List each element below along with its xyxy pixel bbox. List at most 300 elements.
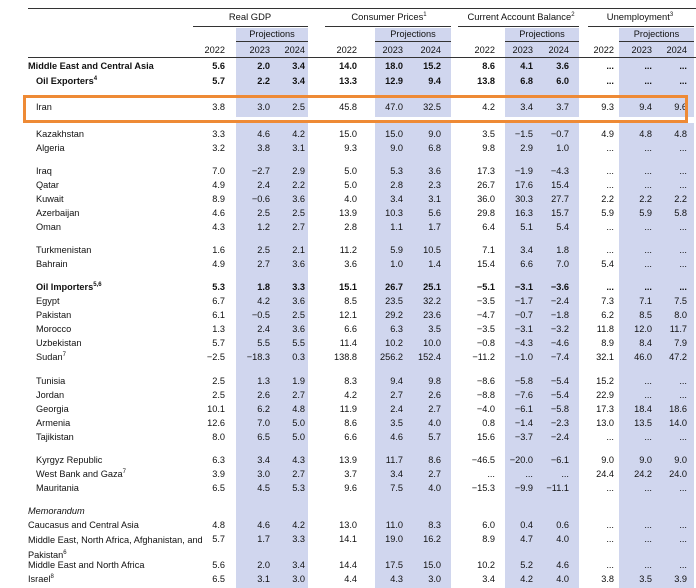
iran-highlight-box: [23, 95, 688, 123]
year-header: 2022: [593, 45, 614, 55]
table-cell: 5.3: [390, 166, 403, 176]
table-cell: 11.4: [339, 338, 357, 348]
row-label: [28, 560, 144, 570]
table-cell: 2.5: [212, 390, 225, 400]
row-label: [36, 324, 71, 334]
table-cell: 3.3: [212, 129, 225, 139]
table-cell: 2.0: [257, 560, 270, 570]
table-cell: 8.0: [212, 432, 225, 442]
table-cell: 4.4: [344, 574, 357, 584]
table-cell: 11.0: [385, 520, 403, 530]
table-cell: 9.4: [639, 102, 652, 112]
table-cell: 3.7: [556, 102, 569, 112]
table-cell: 19.0: [385, 534, 403, 544]
year-header: 2024: [420, 45, 441, 55]
table-cell: 5.4: [556, 222, 569, 232]
table-row: [0, 352, 696, 364]
row-label-text: Azerbaijan: [36, 208, 80, 218]
table-cell: 2.5: [292, 208, 305, 218]
table-cell: 12.6: [207, 418, 225, 428]
row-label-text: Qatar: [36, 180, 59, 190]
table-cell: −8.8: [476, 390, 495, 400]
table-row: [0, 390, 696, 402]
row-label: [36, 259, 68, 269]
table-cell: 4.6: [390, 432, 403, 442]
table-cell: −5.4: [550, 390, 569, 400]
table-cell: 0.6: [556, 520, 569, 530]
year-header: 2023: [512, 45, 533, 55]
table-cell: ...: [644, 534, 652, 544]
table-cell: −4.3: [550, 166, 569, 176]
table-cell: 8.0: [674, 310, 687, 320]
table-cell: ...: [644, 483, 652, 493]
table-cell: 6.6: [344, 324, 357, 334]
table-cell: ...: [606, 282, 614, 292]
table-cell: −0.5: [251, 310, 270, 320]
table-cell: 2.7: [292, 222, 305, 232]
table-cell: 5.5: [292, 338, 305, 348]
row-label-text: Memorandum: [28, 506, 85, 516]
table-cell: ...: [679, 520, 687, 530]
row-label: [36, 404, 69, 414]
table-cell: 1.8: [556, 245, 569, 255]
table-cell: 4.8: [292, 404, 305, 414]
table-cell: 4.9: [212, 180, 225, 190]
table-row: [0, 418, 696, 430]
table-cell: 2.5: [292, 310, 305, 320]
table-cell: 5.3: [212, 282, 225, 292]
table-cell: 6.7: [212, 296, 225, 306]
table-cell: −5.8: [514, 376, 533, 386]
group-header: [458, 11, 584, 22]
table-cell: 2.4: [390, 404, 403, 414]
table-cell: 45.8: [339, 102, 357, 112]
group-header: [325, 11, 453, 22]
table-cell: 9.0: [639, 455, 652, 465]
table-cell: 0.3: [292, 352, 305, 362]
group-header: [584, 11, 696, 22]
table-cell: −4.7: [476, 310, 495, 320]
table-cell: 152.4: [418, 352, 441, 362]
table-cell: 2.2: [674, 194, 687, 204]
table-cell: 3.3: [292, 282, 305, 292]
table-row: [0, 143, 696, 155]
projections-rule: [505, 41, 579, 42]
table-cell: −4.0: [476, 404, 495, 414]
row-label: [28, 574, 54, 584]
row-label-text: Sudan: [36, 352, 63, 363]
table-cell: 6.8: [428, 143, 441, 153]
year-header: 2024: [548, 45, 569, 55]
table-cell: 6.6: [344, 432, 357, 442]
row-label-text: Oman: [36, 222, 62, 232]
table-cell: ...: [525, 469, 533, 479]
row-label-text: Georgia: [36, 404, 69, 414]
table-cell: 11.7: [669, 324, 687, 334]
table-cell: 9.8: [428, 376, 441, 386]
table-cell: 2.2: [292, 180, 305, 190]
table-cell: 1.6: [212, 245, 225, 255]
table-cell: 3.1: [292, 143, 305, 153]
table-cell: 26.7: [385, 282, 403, 292]
table-row: [0, 129, 696, 141]
year-header: 2024: [666, 45, 687, 55]
table-cell: 15.2: [596, 376, 614, 386]
table-cell: 7.5: [390, 483, 403, 493]
table-cell: −46.5: [471, 455, 495, 465]
row-label: [36, 76, 97, 86]
table-cell: 7.1: [639, 296, 652, 306]
table-cell: 2.7: [390, 390, 403, 400]
year-header: 2022: [336, 45, 357, 55]
table-cell: −5.8: [550, 404, 569, 414]
table-cell: ...: [644, 259, 652, 269]
table-row: [0, 76, 696, 88]
table-cell: 4.8: [212, 520, 225, 530]
table-cell: 5.3: [292, 483, 305, 493]
table-cell: 2.5: [212, 376, 225, 386]
table-row: [0, 180, 696, 192]
table-cell: 12.9: [385, 76, 403, 86]
table-cell: 7.0: [212, 166, 225, 176]
table-cell: 13.8: [477, 76, 495, 86]
table-cell: 4.7: [520, 534, 533, 544]
table-cell: 2.3: [428, 180, 441, 190]
table-cell: 3.8: [212, 102, 225, 112]
table-cell: 4.6: [257, 520, 270, 530]
table-cell: 4.8: [674, 129, 687, 139]
table-cell: 7.3: [601, 296, 614, 306]
table-cell: ...: [679, 61, 687, 71]
table-row: [0, 222, 696, 234]
table-cell: 4.2: [292, 520, 305, 530]
group-footnote-marker: 3: [669, 11, 674, 18]
table-cell: 12.0: [634, 324, 652, 334]
row-label-text: Bahrain: [36, 259, 68, 269]
row-label: [36, 310, 71, 320]
table-cell: 5.0: [292, 432, 305, 442]
table-cell: 8.6: [344, 418, 357, 428]
table-cell: 1.4: [428, 259, 441, 269]
table-cell: 24.4: [596, 469, 614, 479]
table-row: [0, 534, 696, 560]
table-cell: 2.5: [257, 208, 270, 218]
group-footnote-marker: 1: [423, 11, 427, 18]
table-cell: −3.2: [550, 324, 569, 334]
table-cell: −3.1: [514, 324, 533, 334]
row-label: [36, 296, 60, 306]
table-cell: ...: [487, 469, 495, 479]
table-cell: 2.0: [257, 61, 270, 71]
year-header: 2022: [204, 45, 225, 55]
table-cell: ...: [606, 534, 614, 544]
table-cell: 15.4: [551, 180, 569, 190]
table-cell: 2.7: [257, 259, 270, 269]
table-cell: 2.2: [601, 194, 614, 204]
table-row: [0, 574, 696, 586]
table-cell: 5.9: [601, 208, 614, 218]
table-cell: 4.6: [257, 129, 270, 139]
table-cell: ...: [606, 222, 614, 232]
table-cell: 1.2: [257, 222, 270, 232]
group-title: Real GDP: [228, 11, 272, 22]
table-cell: 6.2: [257, 404, 270, 414]
table-cell: 32.5: [423, 102, 441, 112]
row-label-text: Oil Exporters: [36, 76, 94, 87]
table-cell: 11.2: [339, 245, 357, 255]
row-label-text: Jordan: [36, 390, 65, 400]
row-footnote-marker: 8: [50, 574, 54, 580]
table-cell: 4.2: [520, 574, 533, 584]
table-cell: 3.1: [257, 574, 270, 584]
row-label: [36, 245, 91, 255]
table-cell: ...: [644, 222, 652, 232]
table-cell: 4.2: [482, 102, 495, 112]
table-cell: 3.6: [292, 296, 305, 306]
row-label: [36, 180, 59, 190]
table-cell: 25.1: [423, 282, 441, 292]
table-cell: ...: [644, 180, 652, 190]
table-cell: 12.1: [339, 310, 357, 320]
row-footnote-marker: 6: [63, 550, 67, 556]
table-cell: 9.6: [344, 483, 357, 493]
table-cell: 46.0: [634, 352, 652, 362]
row-label-text: Armenia: [36, 418, 71, 428]
table-cell: 15.1: [339, 282, 357, 292]
table-cell: 47.0: [385, 102, 403, 112]
table-cell: ...: [679, 483, 687, 493]
table-cell: ...: [644, 432, 652, 442]
table-cell: ...: [644, 61, 652, 71]
table-cell: 4.2: [257, 296, 270, 306]
table-cell: ...: [679, 180, 687, 190]
table-cell: 8.6: [428, 455, 441, 465]
table-cell: 14.1: [339, 534, 357, 544]
table-row: [0, 404, 696, 416]
table-cell: 4.8: [639, 129, 652, 139]
table-cell: 13.0: [596, 418, 614, 428]
table-cell: ...: [679, 222, 687, 232]
table-cell: 2.7: [292, 390, 305, 400]
table-cell: 138.8: [334, 352, 357, 362]
table-cell: 2.4: [257, 180, 270, 190]
row-label-text: Kazakhstan: [36, 129, 85, 139]
table-cell: ...: [606, 143, 614, 153]
table-cell: ...: [606, 76, 614, 86]
table-cell: ...: [679, 143, 687, 153]
table-cell: 8.3: [428, 520, 441, 530]
table-cell: 6.3: [212, 455, 225, 465]
table-cell: ...: [644, 560, 652, 570]
header-bottom-rule: [28, 57, 696, 58]
row-label: [28, 61, 154, 71]
table-cell: 17.6: [515, 180, 533, 190]
table-cell: 4.0: [344, 194, 357, 204]
table-cell: 5.0: [344, 180, 357, 190]
row-label-text: Mauritania: [36, 483, 79, 493]
table-cell: 18.0: [385, 61, 403, 71]
table-cell: −1.5: [514, 129, 533, 139]
table-cell: 2.5: [257, 245, 270, 255]
group-rule: [193, 26, 308, 27]
table-cell: 13.5: [634, 418, 652, 428]
row-footnote-marker: 7: [122, 469, 126, 475]
table-cell: ...: [606, 180, 614, 190]
table-cell: 15.7: [551, 208, 569, 218]
table-cell: 3.9: [674, 574, 687, 584]
table-cell: −18.3: [246, 352, 270, 362]
table-cell: 3.6: [556, 61, 569, 71]
year-header: 2023: [249, 45, 270, 55]
table-cell: 9.3: [344, 143, 357, 153]
row-label-text: Kuwait: [36, 194, 64, 204]
table-cell: 3.5: [428, 324, 441, 334]
projections-label: Projections: [390, 29, 436, 39]
table-cell: ...: [606, 61, 614, 71]
row-label: [36, 194, 64, 204]
table-cell: −3.5: [476, 296, 495, 306]
table-cell: −3.5: [476, 324, 495, 334]
table-cell: 18.6: [669, 404, 687, 414]
year-header: 2022: [474, 45, 495, 55]
group-rule: [458, 26, 579, 27]
table-cell: 5.0: [344, 166, 357, 176]
table-cell: 1.0: [556, 143, 569, 153]
table-cell: 3.5: [482, 129, 495, 139]
table-row: [0, 166, 696, 178]
table-cell: 3.6: [292, 194, 305, 204]
table-cell: 5.1: [520, 222, 533, 232]
table-cell: 1.3: [212, 324, 225, 334]
table-cell: 3.4: [482, 574, 495, 584]
table-cell: 3.3: [292, 534, 305, 544]
table-cell: 8.9: [482, 534, 495, 544]
table-row: [0, 376, 696, 388]
table-cell: 6.2: [601, 310, 614, 320]
table-cell: 3.5: [390, 418, 403, 428]
table-cell: −2.4: [550, 296, 569, 306]
table-cell: −3.1: [514, 282, 533, 292]
table-cell: 14.0: [339, 61, 357, 71]
table-cell: 8.3: [344, 376, 357, 386]
table-cell: 1.8: [257, 282, 270, 292]
table-cell: 24.2: [634, 469, 652, 479]
table-cell: 6.4: [482, 222, 495, 232]
table-cell: 9.4: [428, 76, 441, 86]
table-cell: 11.8: [596, 324, 614, 334]
table-cell: 4.0: [428, 418, 441, 428]
table-cell: 5.6: [212, 61, 225, 71]
table-row: [0, 455, 696, 467]
table-cell: 2.1: [292, 245, 305, 255]
row-footnote-marker: 7: [62, 352, 66, 358]
table-cell: 3.7: [344, 469, 357, 479]
table-cell: 3.4: [390, 194, 403, 204]
table-cell: ...: [606, 245, 614, 255]
table-cell: −1.8: [550, 310, 569, 320]
table-cell: 2.4: [257, 324, 270, 334]
table-row: [0, 506, 696, 518]
table-cell: −7.4: [550, 352, 569, 362]
table-cell: 6.0: [482, 520, 495, 530]
table-cell: 5.4: [601, 259, 614, 269]
table-cell: 2.6: [428, 390, 441, 400]
table-cell: 2.5: [292, 102, 305, 112]
row-label-text: Tunisia: [36, 376, 66, 386]
table-cell: 29.2: [385, 310, 403, 320]
projections-rule: [236, 41, 308, 42]
projections-label: Projections: [633, 29, 680, 39]
table-row: [0, 324, 696, 336]
table-cell: −2.3: [550, 418, 569, 428]
table-cell: ...: [644, 282, 652, 292]
table-cell: 2.9: [520, 143, 533, 153]
table-cell: 5.7: [212, 534, 225, 544]
table-cell: 3.2: [212, 143, 225, 153]
table-cell: 3.9: [212, 469, 225, 479]
table-cell: 4.6: [212, 208, 225, 218]
row-label-text: Turkmenistan: [36, 245, 92, 255]
row-footnote-marker: 4: [93, 76, 98, 82]
top-rule: [28, 8, 696, 9]
table-row: [0, 483, 696, 495]
table-cell: 3.4: [520, 245, 533, 255]
table-cell: 8.4: [639, 338, 652, 348]
table-cell: 0.4: [520, 520, 533, 530]
table-cell: 3.8: [257, 143, 270, 153]
row-label: [28, 520, 139, 530]
table-cell: ...: [644, 143, 652, 153]
table-cell: 6.8: [520, 76, 533, 86]
table-cell: 9.3: [601, 102, 614, 112]
table-cell: 27.7: [551, 194, 569, 204]
row-label-text: Iran: [36, 102, 52, 112]
table-cell: 16.3: [515, 208, 533, 218]
table-cell: 2.7: [428, 469, 441, 479]
table-row: [0, 310, 696, 322]
table-cell: −6.1: [514, 404, 533, 414]
table-cell: ...: [679, 166, 687, 176]
table-cell: −0.8: [476, 338, 495, 348]
table-cell: ...: [679, 376, 687, 386]
row-label: [36, 166, 52, 176]
table-cell: 10.0: [423, 338, 441, 348]
group-rule: [588, 26, 694, 27]
table-cell: 22.9: [596, 390, 614, 400]
table-cell: ...: [644, 76, 652, 86]
row-label: [36, 376, 65, 386]
table-cell: 4.3: [292, 455, 305, 465]
table-cell: 1.1: [390, 222, 403, 232]
table-cell: 6.5: [257, 432, 270, 442]
table-cell: −2.5: [206, 352, 225, 362]
table-cell: 2.2: [257, 76, 270, 86]
row-label-text: Uzbekistan: [36, 338, 82, 348]
table-cell: 4.0: [556, 534, 569, 544]
table-cell: 13.3: [339, 76, 357, 86]
row-label: [36, 222, 61, 232]
table-cell: −3.6: [550, 282, 569, 292]
table-cell: 10.2: [385, 338, 403, 348]
table-cell: 11.7: [385, 455, 403, 465]
table-cell: 13.9: [339, 455, 357, 465]
table-cell: 3.1: [428, 194, 441, 204]
table-row: [0, 432, 696, 444]
table-cell: 17.3: [477, 166, 495, 176]
table-cell: −1.0: [514, 352, 533, 362]
table-cell: 9.6: [674, 102, 687, 112]
table-cell: 6.5: [212, 574, 225, 584]
